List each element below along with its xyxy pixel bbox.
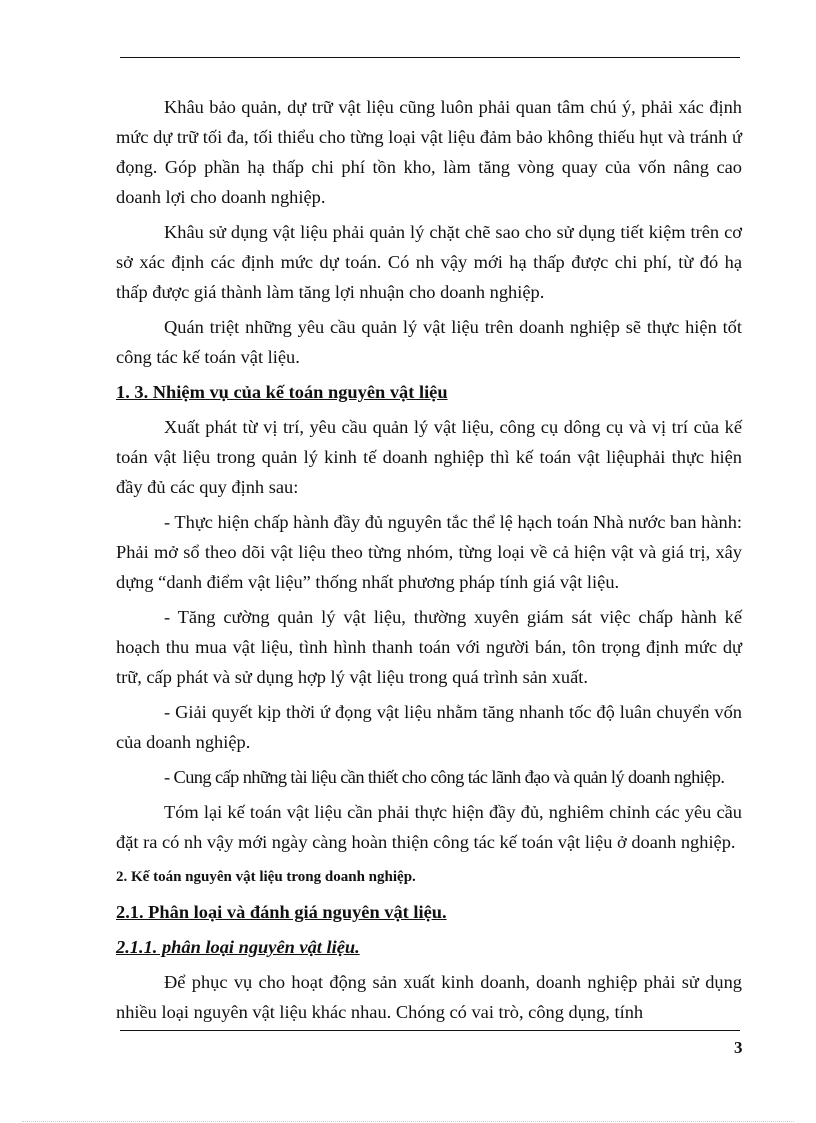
list-item: - Tăng cường quản lý vật liệu, thường xuyên giám sát việc chấp hành kế hoạch thu mua vật liệu, tình hình thanh toán với người bán, tôn trọng định mức dự trữ, cấp phát và sử dụng hợp lý vật liệu trong quá trình sản xuất.: [116, 607, 742, 687]
section-heading: 1. 3. Nhiệm vụ của kế toán nguyên vật liệu: [116, 382, 448, 402]
paragraph: Tóm lại kế toán vật liệu cần phải thực hiện đầy đủ, nghiêm chỉnh các yêu cầu đặt ra có nh vậy mới ngày càng hoàn thiện công tác kế toán vật liệu ở doanh nghiệp.: [116, 802, 742, 852]
subsubsection-heading: 2.1.1. phân loại nguyên vật liệu.: [116, 937, 360, 957]
paragraph: Khâu sử dụng vật liệu phải quản lý chặt chẽ sao cho sử dụng tiết kiệm trên cơ sở xác định các định mức dự toán. Có nh vậy mới hạ thấp được chi phí, từ đó hạ thấp được giá thành làm tăng lợi nhuận cho doanh nghiệp.: [116, 222, 742, 302]
footer-rule: [120, 1030, 740, 1031]
subsection-heading: 2.1. Phân loại và đánh giá nguyên vật liệu.: [116, 902, 447, 922]
list-item: - Giải quyết kịp thời ứ đọng vật liệu nhằm tăng nhanh tốc độ luân chuyển vốn của doanh nghiệp.: [116, 702, 742, 752]
paragraph: Để phục vụ cho hoạt động sản xuất kinh doanh, doanh nghiệp phải sử dụng nhiều loại nguyên vật liệu khác nhau. Chóng có vai trò, công dụng, tính: [116, 972, 742, 1022]
header-rule: [120, 57, 740, 58]
page-boundary: [22, 1121, 794, 1122]
list-item: - Thực hiện chấp hành đầy đủ nguyên tắc thể lệ hạch toán Nhà nước ban hành: Phải mở sổ theo dõi vật liệu theo từng nhóm, từng loại về cả hiện vật và giá trị, xây dựng “danh điểm vật liệu” thống nhất phương pháp tính giá vật liệu.: [116, 512, 742, 592]
paragraph: Xuất phát từ vị trí, yêu cầu quản lý vật liệu, công cụ dông cụ và vị trí của kế toán vật liệu trong quản lý kinh tế doanh nghiệp thì kế toán vật liệuphải thực hiện đầy đủ các quy định sau:: [116, 417, 742, 497]
paragraph: Quán triệt những yêu cầu quản lý vật liệu trên doanh nghiệp sẽ thực hiện tốt công tác kế toán vật liệu.: [116, 317, 742, 367]
chapter-heading: 2. Kế toán nguyên vật liệu trong doanh nghiệp.: [116, 869, 416, 885]
paragraph: Khâu bảo quản, dự trữ vật liệu cũng luôn phải quan tâm chú ý, phải xác định mức dự trữ tối đa, tối thiểu cho từng loại vật liệu đảm bảo không thiếu hụt và tránh ứ đọng. Góp phần hạ thấp chi phí tồn kho, làm tăng vòng quay của vốn nâng cao doanh lợi cho doanh nghiệp.: [116, 97, 742, 207]
list-item: - Cung cấp những tài liệu cần thiết cho công tác lãnh đạo và quản lý doanh nghiệp.: [164, 767, 725, 787]
page-number: 3: [734, 1038, 743, 1057]
page-content: [116, 92, 742, 1027]
